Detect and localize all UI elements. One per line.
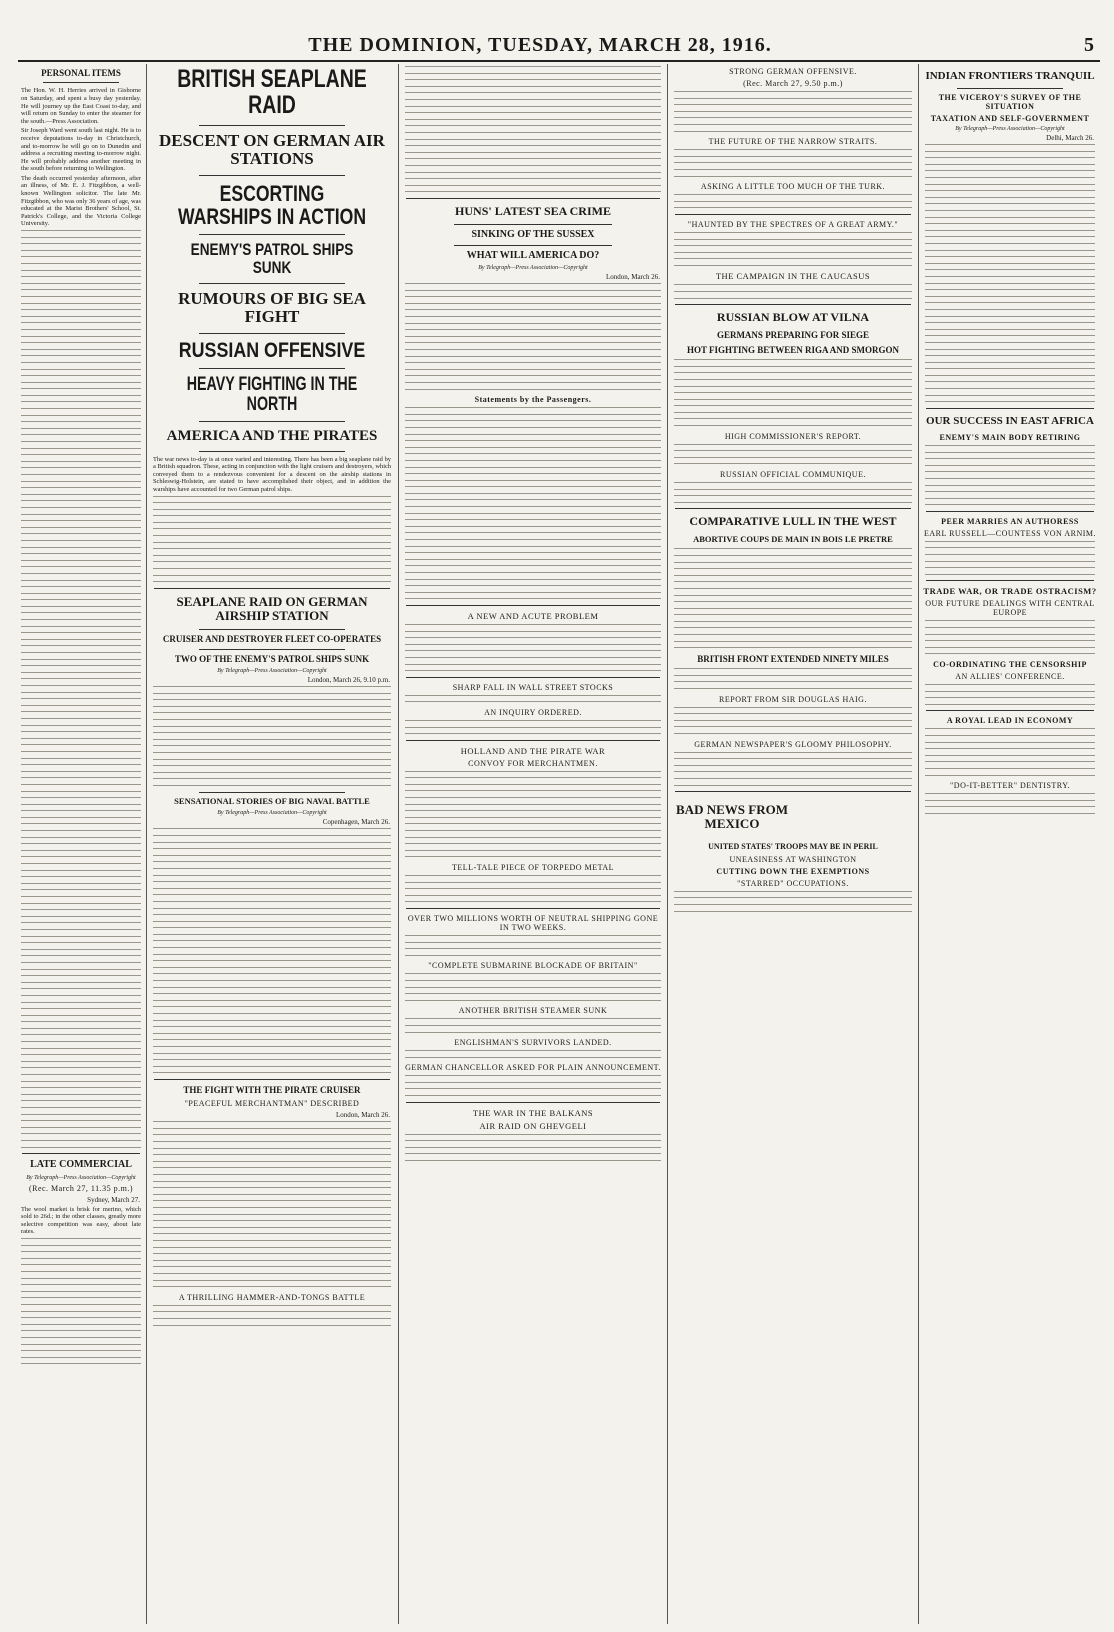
divider [406, 1102, 660, 1103]
divider [406, 740, 660, 741]
headline: REPORT FROM SIR DOUGLAS HAIG. [719, 694, 867, 704]
headline: THE VICEROY'S SURVEY OF THE SITUATION [938, 93, 1082, 112]
headline: DESCENT ON GERMAN AIR STATIONS [159, 130, 385, 169]
headline: A THRILLING HAMMER-AND-TONGS BATTLE [178, 1292, 366, 1302]
headline: UNITED STATES' TROOPS MAY BE IN PERIL [708, 841, 878, 851]
headline: TRADE WAR, OR TRADE OSTRACISM? [923, 586, 1097, 597]
text-block [153, 686, 391, 786]
divider [199, 175, 345, 176]
dateline: London, March 26. [605, 273, 660, 282]
divider [22, 1153, 140, 1154]
divider [454, 224, 611, 225]
divider [675, 791, 911, 792]
dateline: (Rec. March 27, 9.50 p.m.) [743, 79, 843, 88]
column-rule [918, 64, 919, 1624]
masthead [0, 0, 1114, 62]
text-block [674, 284, 912, 298]
masthead-rule [18, 60, 1100, 62]
byline: By Telegraph—Press Association—Copyright [478, 265, 588, 272]
headline: SEAPLANE RAID ON GERMAN AIRSHIP STATION [176, 593, 368, 624]
headline: ABORTIVE COUPS DE MAIN IN BOIS LE PRETRE [693, 533, 893, 544]
text-block [674, 91, 912, 132]
headline: THE FIGHT WITH THE PIRATE CRUISER [183, 1084, 361, 1095]
headline: GERMAN CHANCELLOR ASKED FOR PLAIN ANNOUNCEMENT. [405, 1063, 661, 1073]
headline: AMERICA AND THE PIRATES [166, 428, 378, 445]
dateline: London, March 26. [335, 1111, 390, 1120]
column-seaplane-raid [150, 64, 394, 1624]
text-block [925, 620, 1095, 654]
text-block [405, 720, 661, 734]
column-personal-items [18, 64, 144, 1624]
headline: WHAT WILL AMERICA DO? [466, 249, 600, 261]
column-rule [398, 64, 399, 1624]
commercial-paragraph: The wool market is brisk for merino, which sold to 26d.; in the other classes, greatly more selective competition was easy, about late rates. [21, 1205, 141, 1236]
text-block [153, 828, 391, 1073]
divider [926, 580, 1094, 581]
headline: THE CAMPAIGN IN THE CAUCASUS [715, 271, 871, 282]
divider [199, 421, 345, 422]
headline: ENEMY'S MAIN BODY RETIRING [939, 432, 1081, 442]
late-commercial-heading: LATE COMMERCIAL [30, 1159, 132, 1171]
divider [675, 508, 911, 509]
divider [199, 125, 345, 126]
headline: BAD NEWS FROM MEXICO [676, 802, 788, 832]
headline: GERMANS PREPARING FOR SIEGE [716, 330, 870, 341]
headline: TELL-TALE PIECE OF TORPEDO METAL [452, 863, 614, 872]
column-rule [146, 64, 147, 1624]
headline: COMPARATIVE LULL IN THE WEST [689, 514, 897, 529]
divider [406, 198, 660, 199]
headline: GERMAN NEWSPAPER'S GLOOMY PHILOSOPHY. [694, 739, 892, 749]
headline: HEAVY FIGHTING IN THE NORTH [186, 374, 358, 416]
headline: TWO OF THE ENEMY'S PATROL SHIPS SUNK [174, 653, 370, 664]
text-block [674, 752, 912, 786]
headline-main: BRITISH SEAPLANE RAID [177, 65, 367, 120]
text-block [405, 1050, 661, 1058]
headline: HOLLAND AND THE PIRATE WAR [460, 745, 606, 756]
text-block [405, 1018, 661, 1032]
text-block [674, 548, 912, 648]
text-block [405, 875, 661, 902]
text-block [405, 283, 661, 390]
headline: A ROYAL LEAD IN ECONOMY [946, 716, 1074, 726]
divider [406, 605, 660, 606]
headline: "HAUNTED BY THE SPECTRES OF A GREAT ARMY." [687, 219, 899, 229]
column-indian-frontiers [922, 64, 1098, 1624]
headline: UNEASINESS AT WASHINGTON [729, 854, 857, 864]
headline: HIGH COMMISSIONER'S REPORT. [724, 431, 862, 441]
text-block [925, 445, 1095, 505]
headline: A NEW AND ACUTE PROBLEM [467, 610, 599, 621]
text-block [405, 66, 661, 192]
dateline: (Rec. March 27, 11.35 p.m.) [28, 1183, 134, 1193]
headline: CUTTING DOWN THE EXEMPTIONS [716, 866, 870, 876]
headline: RUSSIAN OFFICIAL COMMUNIQUE. [720, 470, 866, 480]
text-block [21, 230, 141, 1148]
dateline: London, March 26, 9.10 p.m. [307, 676, 390, 685]
text-block [925, 541, 1095, 575]
text-block [925, 684, 1095, 705]
divider [199, 234, 345, 235]
headline: ENEMY'S PATROL SHIPS SUNK [190, 240, 354, 277]
text-block [405, 771, 661, 858]
column-rule [667, 64, 668, 1624]
divider [454, 245, 611, 246]
text-block [153, 496, 391, 583]
personal-items-heading: PERSONAL ITEMS [41, 68, 121, 78]
column-war-news [671, 64, 915, 1624]
personal-paragraph: The death occurred yesterday afternoon, after an illness, of Mr. E. J. Fitzgibbon, a well-known Wellington solicitor. The late Mr. Fitzgibbon, who was only 36 years of age, was educated at the Marist Brothers' School, St. Patrick's College, and the Victoria College University. [21, 174, 141, 228]
text-block [405, 624, 661, 671]
headline: THE WAR IN THE BALKANS [472, 1107, 594, 1118]
headline: RUSSIAN OFFENSIVE [178, 339, 366, 363]
headline: CONVOY FOR MERCHANTMEN. [468, 758, 598, 768]
headline: HUNS' LATEST SEA CRIME [455, 203, 611, 218]
text-block [925, 728, 1095, 775]
headline: "DO-IT-BETTER" DENTISTRY. [950, 781, 1070, 791]
text-block [405, 1075, 661, 1096]
divider [199, 792, 345, 793]
text-block [405, 973, 661, 1000]
headline: SHARP FALL IN WALL STREET STOCKS [452, 682, 614, 692]
headline: PEER MARRIES AN AUTHORESS [941, 516, 1079, 526]
divider [199, 368, 345, 369]
byline: By Telegraph—Press Association—Copyright [217, 668, 327, 675]
personal-paragraph: The Hon. W. H. Herries arrived in Gisborne on Saturday, and spent a busy day yesterday. He will journey up the East Coast to-day, and will return on Sunday to enter the steamer for the south.—Press Association. [21, 87, 141, 125]
divider [926, 511, 1094, 512]
dateline: Copenhagen, March 26. [322, 818, 390, 827]
divider [199, 333, 345, 334]
headline: TAXATION AND SELF-GOVERNMENT [930, 114, 1090, 124]
text-block [674, 444, 912, 465]
text-block [405, 935, 661, 956]
divider [199, 629, 345, 630]
intro-paragraph: The war news to-day is at once varied and interesting. There has been a big seaplane raid by a British squadron. These, acting in conjunction with the light cruisers and destroyers, which conveyed them to a rendezvous convenient for a descent on the airship stations in Schleswig-Holstein, are stated to have accomplished their object, and in addition the warships have accounted for two German patrol ships. [153, 455, 391, 493]
text-block [405, 407, 661, 599]
headline: ENGLISHMAN'S SURVIVORS LANDED. [454, 1038, 612, 1048]
headline: CO-ORDINATING THE CENSORSHIP [933, 660, 1087, 669]
text-block [925, 793, 1095, 814]
headline: AN INQUIRY ORDERED. [484, 707, 582, 717]
divider [199, 451, 345, 452]
headline: HOT FIGHTING BETWEEN RIGA AND SMORGON [686, 344, 900, 355]
divider [154, 1079, 390, 1080]
headline: INDIAN FRONTIERS TRANQUIL [925, 70, 1095, 82]
headline: SENSATIONAL STORIES OF BIG NAVAL BATTLE [174, 795, 370, 806]
column-sussex [402, 64, 664, 1624]
headline: ESCORTING WARSHIPS IN ACTION [177, 180, 367, 229]
headline: OUR SUCCESS IN EAST AFRICA [926, 414, 1094, 427]
text-block [674, 707, 912, 734]
divider [43, 82, 119, 83]
text-block [153, 1305, 391, 1326]
byline: By Telegraph—Press Association—Copyright [955, 126, 1065, 133]
headline: "STARRED" OCCUPATIONS. [737, 878, 849, 888]
dateline: Delhi, March 26. [1046, 134, 1094, 143]
headline: BRITISH FRONT EXTENDED NINETY MILES [697, 653, 889, 664]
divider [406, 908, 660, 909]
text-block [674, 232, 912, 266]
divider [199, 283, 345, 284]
headline: EARL RUSSELL—COUNTESS VON ARNIM. [923, 528, 1096, 538]
text-block [674, 149, 912, 176]
dateline: Sydney, March 27. [87, 1195, 140, 1204]
headline: AN ALLIES' CONFERENCE. [955, 672, 1065, 681]
divider [926, 408, 1094, 409]
headline: ASKING A LITTLE TOO MUCH OF THE TURK. [700, 182, 886, 192]
text-block [21, 1238, 141, 1364]
text-block [925, 144, 1095, 402]
text-block [674, 359, 912, 426]
headline: OUR FUTURE DEALINGS WITH CENTRAL EUROPE [925, 599, 1095, 618]
subheading: Statements by the Passengers. [474, 395, 592, 405]
divider [154, 588, 390, 589]
headline: RUMOURS OF BIG SEA FIGHT [178, 288, 366, 327]
byline: By Telegraph—Press Association—Copyright [26, 1174, 136, 1181]
headline: AIR RAID ON GHEVGELI [479, 1120, 587, 1131]
text-block [405, 695, 661, 703]
headline: RUSSIAN BLOW AT VILNA [716, 310, 870, 325]
divider [675, 214, 911, 215]
headline: "PEACEFUL MERCHANTMAN" DESCRIBED [184, 1099, 360, 1109]
text-block [674, 482, 912, 503]
divider [199, 649, 345, 650]
headline: THE FUTURE OF THE NARROW STRAITS. [708, 137, 878, 147]
text-block [674, 668, 912, 689]
text-block [674, 891, 912, 912]
divider [406, 677, 660, 678]
divider [675, 304, 911, 305]
byline: By Telegraph—Press Association—Copyright [217, 810, 327, 817]
divider [957, 88, 1063, 89]
headline: SINKING OF THE SUSSEX [471, 229, 595, 241]
text-block [405, 1134, 661, 1161]
personal-paragraph: Sir Joseph Ward went south last night. He is to receive deputations to-day in Christchurch, and to-morrow he will go on to Dunedin and address a recruiting meeting to-morrow night. He will probably address another meeting in the south before returning to Wellington. [21, 127, 141, 173]
headline: ANOTHER BRITISH STEAMER SUNK [458, 1006, 608, 1016]
text-block [674, 194, 912, 208]
headline: OVER TWO MILLIONS WORTH OF NEUTRAL SHIPPING GONE IN TWO WEEKS. [407, 913, 659, 932]
headline: "COMPLETE SUBMARINE BLOCKADE OF BRITAIN" [428, 961, 638, 971]
page-number: 5 [1084, 34, 1094, 56]
text-block [153, 1121, 391, 1287]
headline: STRONG GERMAN OFFENSIVE. [729, 67, 857, 76]
divider [926, 710, 1094, 711]
newspaper-title: THE DOMINION, TUESDAY, MARCH 28, 1916. [308, 34, 772, 56]
headline: CRUISER AND DESTROYER FLEET CO-OPERATES [162, 634, 382, 645]
